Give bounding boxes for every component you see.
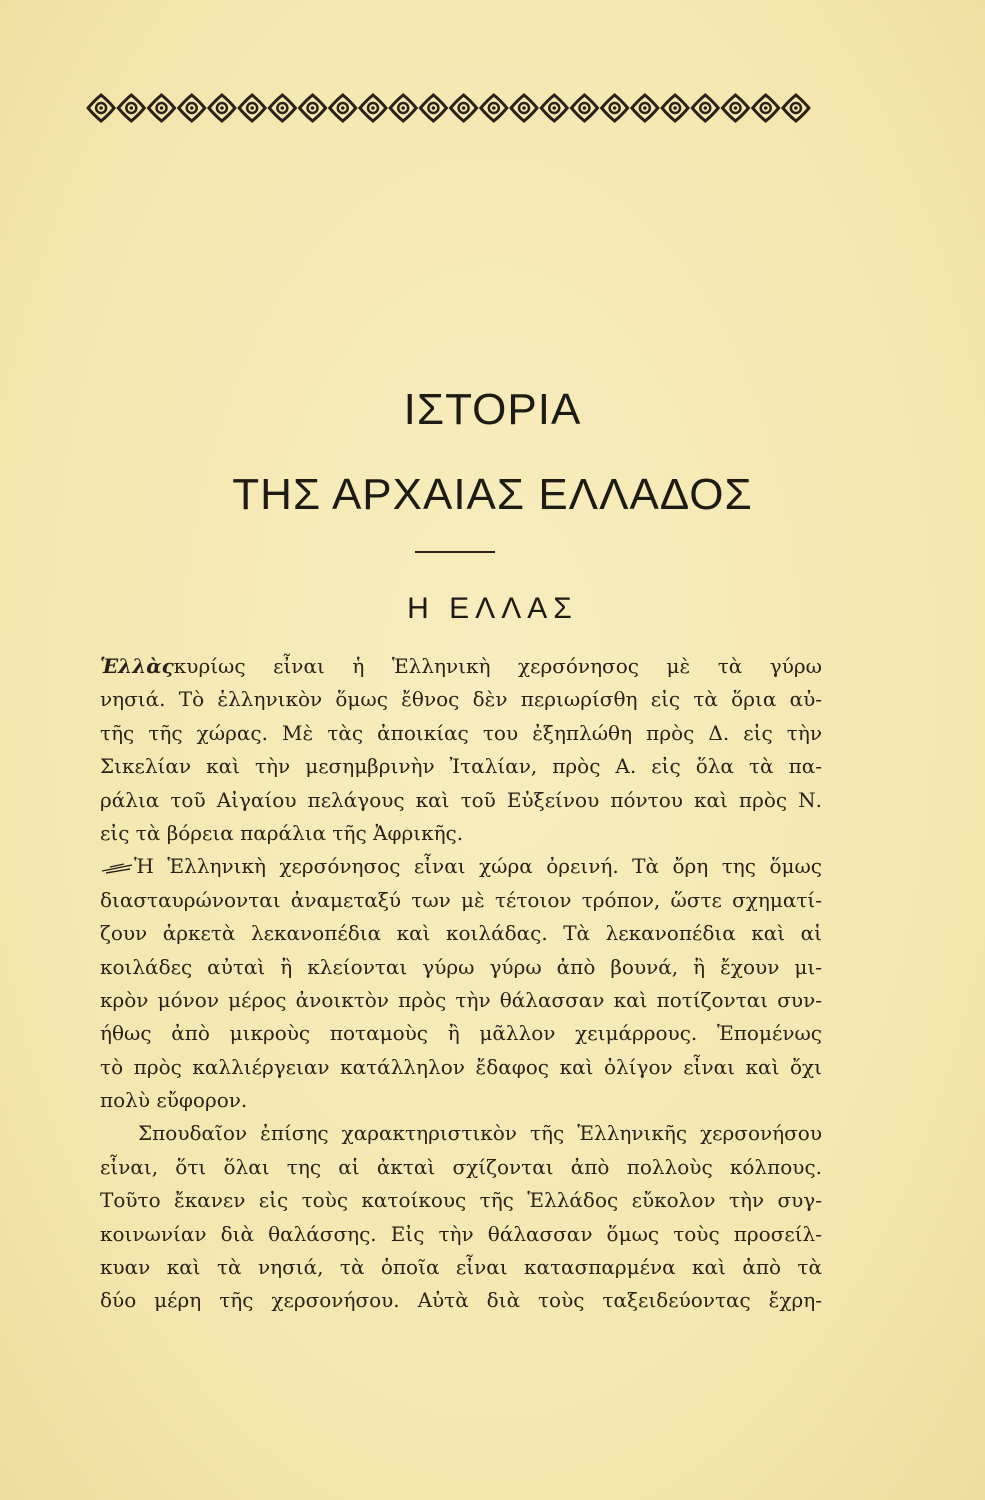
text-line: τὸ πρὸς καλλιέργειαν κατάλληλον ἔδαφος καὶ ὀλίγον εἶναι καὶ ὄχι — [100, 1054, 822, 1079]
fleuron-icon — [360, 95, 386, 121]
fleuron-icon — [300, 95, 326, 121]
text-line: κυαν καὶ τὰ νησιά, τὰ ὁποῖα εἶναι κατασπαρμένα καὶ ἀπὸ τὰ — [100, 1255, 822, 1280]
lead-word: Ἑλλὰς — [100, 654, 174, 678]
text-line: Ἑλλὰςκυρίως εἶναι ἡ Ἑλληνικὴ χερσόνησος μὲ τὰ γύρω — [100, 654, 822, 678]
fleuron-icon — [722, 95, 748, 121]
text-line: εἰς τὰ βόρεια παράλια τῆς Ἀφρικῆς. — [100, 820, 464, 845]
fleuron-icon — [209, 95, 235, 121]
text-line: Τοῦτο ἔκανεν εἰς τοὺς κατοίκους τῆς Ἑλλάδος εὔκολον τὴν συγ- — [100, 1188, 822, 1213]
text-line: κρὸν μόνον μέρος ἀνοικτὸν πρὸς τὴν θάλασσαν καὶ ποτίζονται συν- — [100, 987, 822, 1012]
fleuron-icon — [149, 95, 175, 121]
fleuron-icon — [602, 95, 628, 121]
text-line: διασταυρώνονται ἀναμεταξύ των μὲ τέτοιον τρόπον, ὥστε σχηματί- — [100, 887, 822, 912]
text-line: ζουν ἀρκετὰ λεκανοπέδια καὶ κοιλάδας. Τὰ λεκανοπέδια καὶ αἱ — [100, 921, 822, 946]
fleuron-icon — [179, 95, 205, 121]
text-line: πολὺ εὔφορον. — [100, 1088, 248, 1113]
fleuron-icon — [541, 95, 567, 121]
text-line: δύο μέρη τῆς χερσονήσου. Αὐτὰ διὰ τοὺς ταξειδεύοντας ἔχρη- — [100, 1288, 822, 1313]
text-line: ράλια τοῦ Αἰγαίου πελάγους καὶ τοῦ Εὐξείνου πόντου καὶ πρὸς Ν. — [100, 787, 822, 812]
fleuron-icon — [753, 95, 779, 121]
text-line: Σικελίαν καὶ τὴν μεσημβρινὴν Ἰταλίαν, πρὸς Α. εἰς ὅλα τὰ πα- — [100, 754, 822, 779]
fleuron-icon — [118, 95, 144, 121]
page-subtitle: ΤΗΣ ΑΡΧΑΙΑΣ ΕΛΛΑΔΟΣ — [232, 470, 753, 519]
fleuron-icon — [88, 95, 114, 121]
fleuron-icon — [269, 95, 295, 121]
text-line: κοιλάδες αὐταὶ ἢ κλείονται γύρω γύρω ἀπὸ βουνά, ἢ ἔχουν μι- — [100, 954, 822, 979]
title-divider — [415, 551, 495, 553]
fleuron-icon — [451, 95, 477, 121]
fleuron-icon — [571, 95, 597, 121]
text-line: νησιά. Τὸ ἑλληνικὸν ὅμως ἔθνος δὲν περιωρίσθη εἰς τὰ ὅρια αὐ- — [100, 687, 822, 712]
page-title: ΙΣΤΟΡΙΑ — [403, 385, 582, 434]
body-text — [100, 650, 822, 1318]
ink-mark-icon — [100, 861, 134, 875]
text-line: ήθως ἀπὸ μικροὺς ποταμοὺς ἢ μᾶλλον χειμάρρους. Ἑπομένως — [100, 1021, 822, 1046]
text-line: Ἡ Ἑλληνικὴ χερσόνησος εἶναι χώρα ὀρεινή. Τὰ ὄρη της ὅμως — [100, 850, 822, 883]
fleuron-icon — [390, 95, 416, 121]
fleuron-icon — [330, 95, 356, 121]
fleuron-icon — [632, 95, 658, 121]
section-heading: Η ΕΛΛΑΣ — [407, 592, 578, 625]
fleuron-border-icon — [86, 88, 811, 128]
fleuron-icon — [481, 95, 507, 121]
fleuron-icon — [239, 95, 265, 121]
fleuron-icon — [783, 95, 809, 121]
text-line: κοινωνίαν διὰ θαλάσσης. Εἰς τὴν θάλασσαν ὅμως τοὺς προσείλ- — [100, 1221, 822, 1246]
fleuron-icon — [692, 95, 718, 121]
text-line: τῆς τῆς χώρας. Μὲ τὰς ἀποικίας του ἐξηπλώθη πρὸς Δ. εἰς τὴν — [100, 720, 822, 745]
fleuron-icon — [662, 95, 688, 121]
fleuron-icon — [511, 95, 537, 121]
fleuron-icon — [420, 95, 446, 121]
text-line: Σπουδαῖον ἐπίσης χαρακτηριστικὸν τῆς Ἑλληνικῆς χερσονήσου — [138, 1121, 822, 1146]
text-line: εἶναι, ὅτι ὅλαι της αἱ ἀκταὶ σχίζονται ἀπὸ πολλοὺς κόλπους. — [100, 1154, 822, 1179]
